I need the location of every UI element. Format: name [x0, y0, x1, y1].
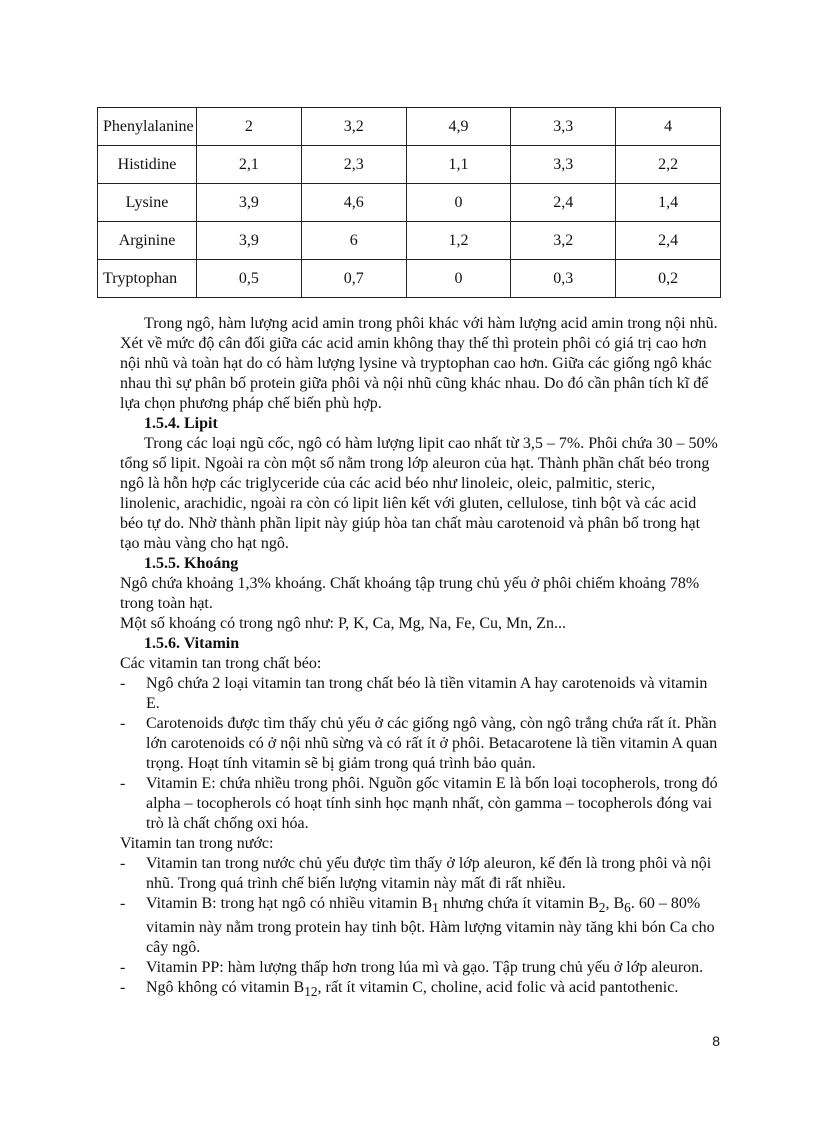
amino-acid-name-cell: Tryptophan: [98, 260, 197, 298]
vitamin-b-subscript-1: 1: [432, 900, 439, 916]
vitamin-b12-text-b: , rất ít vitamin C, choline, acid folic và acid pantothenic.: [317, 979, 679, 997]
dash-bullet: -: [120, 959, 126, 977]
table-cell: 2,3: [301, 146, 406, 184]
list-item: [120, 958, 718, 978]
vitamin-b12-text-a: Ngô không có vitamin B: [146, 979, 305, 997]
paragraph-khoang-1: Ngô chứa khoảng 1,3% khoáng. Chất khoáng tập trung chủ yếu ở phôi chiếm khoảng 78% trong toàn hạt.: [120, 575, 700, 612]
table-cell: 2,1: [197, 146, 302, 184]
vitamin-b-text-d: . 60 – 80% vitamin này nằm trong protein hay tinh bột. Hàm lượng vitamin này tăng khi bón Ca cho cây ngô.: [146, 895, 715, 957]
amino-acid-name-cell: Lysine: [98, 184, 197, 222]
paragraph-khoang-2: Một số khoáng có trong ngô như: P, K, Ca, Mg, Na, Fe, Cu, Mn, Zn...: [120, 615, 566, 632]
table-cell: 0: [406, 260, 511, 298]
amino-acid-table-body: [98, 108, 721, 298]
list-item: [120, 714, 718, 774]
amino-acid-name-cell: Phenylalanine: [98, 108, 197, 146]
table-row: [98, 184, 721, 222]
dash-bullet: -: [120, 775, 126, 792]
heading-khoang: 1.5.5. Khoáng: [144, 555, 239, 572]
table-row: [98, 222, 721, 260]
paragraph-protein: Trong ngô, hàm lượng acid amin trong phôi khác với hàm lượng acid amin trong nội nhũ. Xét về mức độ cân đối giữa các acid amin không thay thế thì protein phôi có giá trị cao hơn nội nhũ và toàn hạt do có hàm lượng lysine và tryptophan cao hơn. Giữa các giống ngô khác nhau thì sự phân bố protein giữa phôi và nội nhũ cũng khác nhau. Do đó cần phân tích kĩ để lựa chọn phương pháp chế biến phù hợp.: [120, 315, 718, 412]
dash-bullet: -: [120, 855, 126, 872]
table-cell: 0,7: [301, 260, 406, 298]
table-cell: 0: [406, 184, 511, 222]
table-cell: 2: [197, 108, 302, 146]
vitamin-b12-item: [146, 978, 718, 1002]
dash-bullet: -: [120, 715, 126, 732]
vitamin-b-subscript-2: 2: [598, 900, 606, 916]
vitamin-b12-subscript: 12: [304, 984, 318, 1000]
list-item: [120, 774, 718, 834]
table-cell: 0,2: [616, 260, 721, 298]
paragraph-lipit: Trong các loại ngũ cốc, ngô có hàm lượng lipit cao nhất từ 3,5 – 7%. Phôi chứa 30 – 50% tổng số lipit. Ngoài ra còn một số nằm trong lớp aleuron của hạt. Thành phần chất béo trong ngô là hỗn hợp các triglyceride của các acid béo như linoleic, oleic, palmitic, steric, linolenic, arachidic, ngoài ra còn có lipit liên kết với gluten, cellulose, tinh bột và các acid béo tự do. Nhờ thành phần lipit này giúp hòa tan chất màu carotenoid và phân bố trong hạt tạo màu vàng cho hạt ngô.: [120, 435, 718, 552]
vitamin-b-subscript-6: 6: [624, 900, 631, 916]
list-item: [120, 674, 718, 714]
table-cell: 3,9: [197, 184, 302, 222]
table-cell: 3,9: [197, 222, 302, 260]
list-item: [120, 894, 718, 958]
list-item: [120, 854, 718, 894]
body-text: [120, 314, 718, 1002]
heading-vitamin: 1.5.6. Vitamin: [144, 635, 240, 652]
vitamin-b-item: [146, 894, 718, 958]
table-cell: 4,9: [406, 108, 511, 146]
amino-acid-table: [97, 107, 721, 298]
table-row: [98, 260, 721, 298]
table-cell: 1,4: [616, 184, 721, 222]
vitamin-b-text-a: Vitamin B: trong hạt ngô có nhiều vitamin B: [146, 895, 433, 912]
table-cell: 2,4: [616, 222, 721, 260]
vitamin-fat-item-1: Ngô chứa 2 loại vitamin tan trong chất béo là tiền vitamin A hay carotenoids và vitamin E.: [146, 675, 708, 712]
table-cell: 4: [616, 108, 721, 146]
table-cell: 4,6: [301, 184, 406, 222]
dash-bullet: -: [120, 895, 126, 912]
table-cell: 3,3: [511, 108, 616, 146]
table-row: [98, 146, 721, 184]
amino-acid-name-cell: Arginine: [98, 222, 197, 260]
dash-bullet: -: [120, 675, 126, 692]
vitamin-b-text-c: , B: [605, 895, 625, 912]
list-item: [120, 978, 718, 1002]
vitamin-fat-item-3: Vitamin E: chứa nhiều trong phôi. Nguồn gốc vitamin E là bốn loại tocopherols, trong đó alpha – tocopherols có hoạt tính sinh học mạnh nhất, còn gamma – tocopherols đóng vai trò là chất chống oxi hóa.: [146, 775, 718, 832]
vitamin-fat-item-2: Carotenoids được tìm thấy chủ yếu ở các giống ngô vàng, còn ngô trắng chứa rất ít. Phần lớn carotenoids có ở nội nhũ sừng và có rất ít ở phôi. Betacarotene là tiền vitamin A quan trọng. Hoạt tính vitamin sẽ bị giảm trong quá trình bảo quản.: [146, 715, 718, 772]
vitamin-fat-title: Các vitamin tan trong chất béo:: [120, 655, 322, 672]
table-cell: 2,4: [511, 184, 616, 222]
table-cell: 0,5: [197, 260, 302, 298]
vitamin-pp-item: Vitamin PP: hàm lượng thấp hơn trong lúa mì và gạo. Tập trung chủ yếu ở lớp aleuron.: [146, 959, 704, 977]
vitamin-water-item-1: Vitamin tan trong nước chủ yếu được tìm thấy ở lớp aleuron, kế đến là trong phôi và nội nhũ. Trong quá trình chế biến lượng vitamin này mất đi rất nhiều.: [146, 855, 712, 892]
vitamin-b-text-b: nhưng chứa ít vitamin B: [438, 895, 599, 912]
table-cell: 6: [301, 222, 406, 260]
table-cell: 3,2: [301, 108, 406, 146]
table-cell: 0,3: [511, 260, 616, 298]
dash-bullet: -: [120, 979, 126, 997]
vitamin-water-title: Vitamin tan trong nước:: [120, 835, 274, 852]
table-cell: 2,2: [616, 146, 721, 184]
table-cell: 1,2: [406, 222, 511, 260]
table-row: [98, 108, 721, 146]
heading-lipit: 1.5.4. Lipit: [144, 415, 218, 432]
page-number: 8: [712, 1033, 720, 1049]
table-cell: 3,3: [511, 146, 616, 184]
table-cell: 3,2: [511, 222, 616, 260]
table-cell: 1,1: [406, 146, 511, 184]
amino-acid-name-cell: Histidine: [98, 146, 197, 184]
